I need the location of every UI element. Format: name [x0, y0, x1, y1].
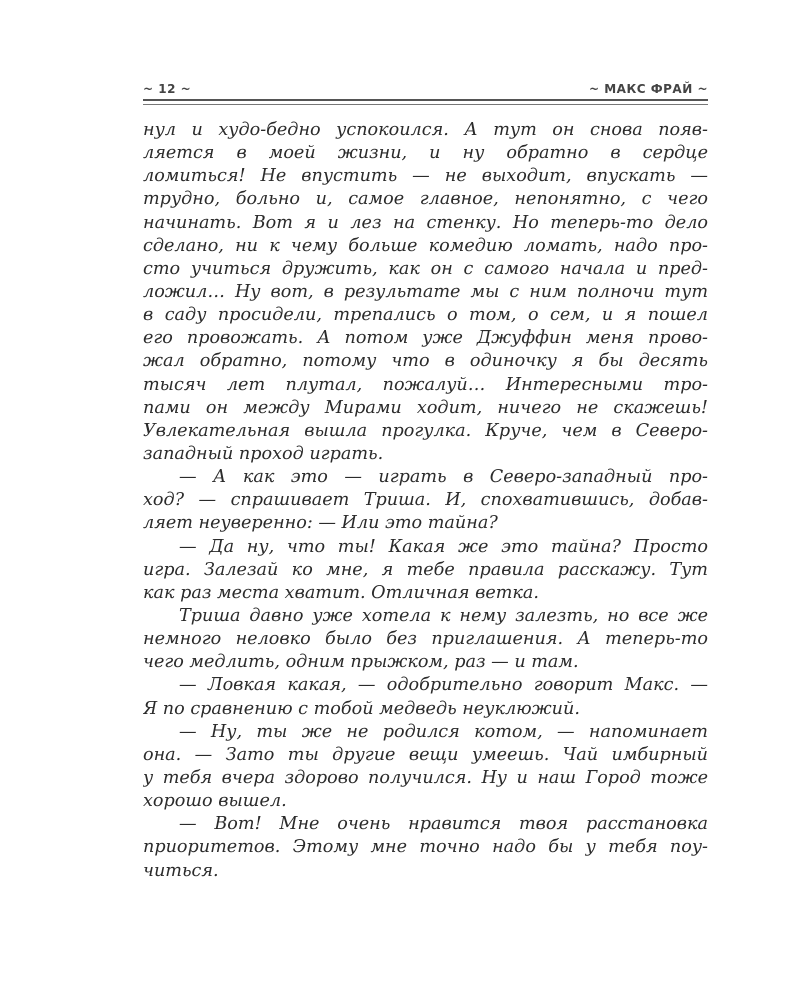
header-rule-thin	[143, 104, 708, 105]
text-line: она. — Зато ты другие вещи умеешь. Чай имбирный	[143, 744, 708, 765]
text-line: — Ну, ты же не родился котом, — напоминает	[179, 721, 708, 742]
text-line: приоритетов. Этому мне точно надо бы у тебя поу-	[143, 837, 708, 858]
text-line: как раз места хватит. Отличная ветка.	[143, 582, 540, 603]
text-line: чего медлить, одним прыжком, раз — и там.	[143, 652, 579, 673]
text-line: — А как это — играть в Северо-западный про-	[179, 467, 708, 488]
header-rule-thick	[143, 99, 708, 101]
text-line: ляет неуверенно: — Или это тайна?	[143, 513, 498, 534]
text-line: Триша давно уже хотела к нему залезть, но все же	[179, 605, 708, 626]
text-line: — Вот! Мне очень нравится твоя расстановка	[179, 814, 708, 835]
text-line: трудно, больно и, самое главное, непонятно, с чего	[143, 189, 708, 210]
text-line: сто учиться дружить, как он с самого начала и пред-	[143, 258, 708, 279]
running-head-author: ~ МАКС ФРАЙ ~	[588, 82, 708, 96]
text-line: сделано, ни к чему больше комедию ломать, надо про-	[143, 235, 708, 256]
text-line: западный проход играть.	[143, 443, 384, 464]
text-line: ход? — спрашивает Триша. И, спохватившись, добав-	[143, 490, 708, 511]
text-line: игра. Залезай ко мне, я тебе правила расскажу. Тут	[143, 559, 708, 580]
text-line: у тебя вчера здорово получился. Ну и наш Город тоже	[143, 767, 708, 788]
text-line: его провожать. А потом уже Джуффин меня прово-	[143, 328, 708, 349]
text-line: ломиться! Не впустить — не выходит, впускать —	[143, 166, 708, 187]
text-line: хорошо вышел.	[143, 791, 287, 812]
text-line: нул и худо-бедно успокоился. А тут он снова появ-	[143, 120, 708, 140]
text-line: читься.	[143, 860, 219, 881]
running-head	[143, 78, 708, 100]
text-line: жал обратно, потому что в одиночку я бы десять	[143, 351, 708, 372]
text-line: Я по сравнению с тобой медведь неуклюжий.	[143, 698, 580, 719]
page-number: ~ 12 ~	[143, 82, 192, 96]
text-line: пами он между Мирами ходит, ничего не скажешь!	[143, 397, 708, 418]
text-line: — Да ну, что ты! Какая же это тайна? Просто	[179, 536, 708, 557]
text-line: Увлекательная вышла прогулка. Круче, чем в Северо-	[143, 420, 708, 441]
text-line: в саду просидели, трепались о том, о сем, и я пошел	[143, 305, 708, 326]
text-line: тысяч лет плутал, пожалуй… Интересными тро-	[143, 374, 708, 395]
text-line: немного неловко было без приглашения. А теперь-то	[143, 629, 708, 650]
text-line: ложил… Ну вот, в результате мы с ним полночи тут	[143, 281, 708, 302]
text-line: начинать. Вот я и лез на стенку. Но теперь-то дело	[143, 212, 708, 233]
text-line: ляется в моей жизни, и ну обратно в сердце	[143, 143, 708, 164]
body-text	[143, 119, 708, 883]
text-line: — Ловкая какая, — одобрительно говорит Макс. —	[179, 675, 708, 696]
